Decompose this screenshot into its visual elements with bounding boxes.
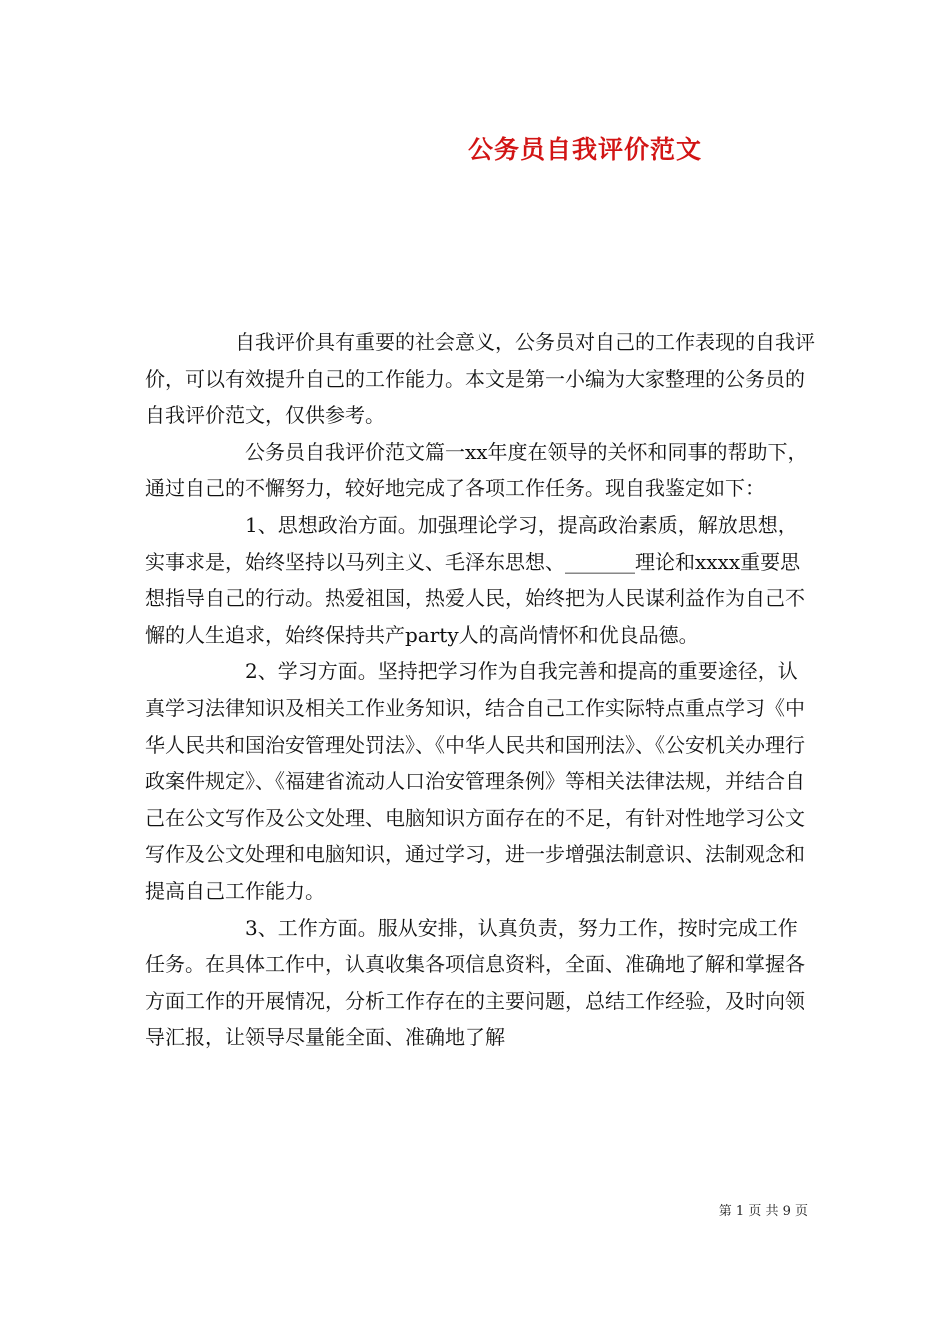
paragraph-sample-one: 公务员自我评价范文篇一xx年度在领导的关怀和同事的帮助下，通过自己的不懈努力，较好地完成了各项工作任务。现自我鉴定如下： (145, 439, 808, 501)
paragraph-political: 1、思想政治方面。加强理论学习，提高政治素质，解放思想，实事求是，始终坚持以马列主义、毛泽东思想、_______理论和xxxx重要思想指导自己的行动。热爱祖国，热爱人民，始终把为人民谋利益作为自己不懈的人生追求，始终保持共产party人的高尚情怀和优良品德。 (145, 512, 805, 647)
paragraph-work: 3、工作方面。服从安排，认真负责，努力工作，按时完成工作任务。在具体工作中，认真收集各项信息资料，全面、准确地了解和掌握各方面工作的开展情况，分析工作存在的主要问题，总结工作经验，及时向领导汇报，让领导尽量能全面、准确地了解 (145, 915, 805, 1050)
paragraph-intro: 自我评价具有重要的社会意义，公务员对自己的工作表现的自我评价，可以有效提升自己的工作能力。本文是第一小编为大家整理的公务员的自我评价范文，仅供参考。 (145, 330, 815, 428)
paragraph-study: 2、学习方面。坚持把学习作为自我完善和提高的重要途径，认真学习法律知识及相关工作业务知识，结合自己工作实际特点重点学习《中华人民共和国治安管理处罚法》、《中华人民共和国刑法》、《公安机关办理行政案件规定》、《福建省流动人口治安管理条例》等相关法律法规，并结合自己在公文写作及公文处理、电脑知识方面存在的不足，有针对性地学习公文写作及公文处理和电脑知识，通过学习，进一步增强法制意识、法制观念和提高自己工作能力。 (145, 659, 805, 903)
document-title: 公务员自我评价范文 (467, 135, 702, 164)
page-number-footer: 第 1 页 共 9 页 (718, 1204, 808, 1219)
document-body (145, 324, 817, 1056)
